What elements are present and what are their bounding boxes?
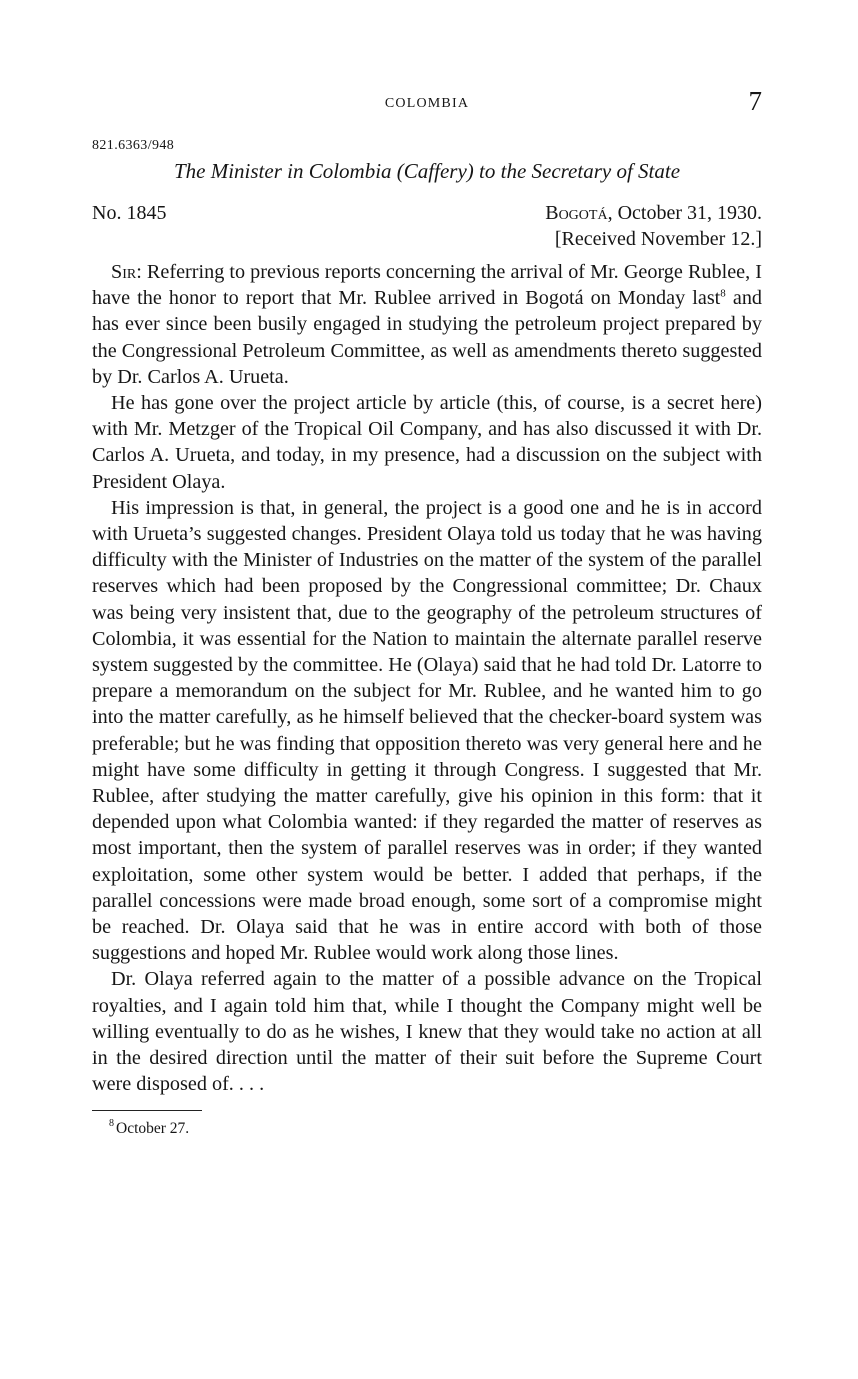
paragraph-2: He has gone over the project article by article (this, of course, is a secret here) with Mr. Metzger of the Tropical Oil Company, and has also discussed it with Dr. Carlos A. Urueta, and today, in my presence, had a discussion on the subject with President Olaya. xyxy=(92,392,762,493)
document-page xyxy=(92,84,762,1138)
date-line xyxy=(545,200,762,226)
footnote xyxy=(92,1120,762,1138)
document-title: The Minister in Colombia (Caffery) to the Secretary of State xyxy=(173,159,681,183)
letter-body xyxy=(92,259,762,1098)
date-place: Bogotá, xyxy=(545,202,613,224)
footnote-divider xyxy=(92,1110,202,1111)
dateline xyxy=(545,200,762,252)
footnote-reference[interactable]: 8 xyxy=(720,287,726,300)
received-date: [Received November 12.] xyxy=(554,228,762,250)
page-number: 7 xyxy=(748,86,762,116)
document-meta xyxy=(92,200,762,258)
paragraph-1-text-a: : Referring to previous reports concerning the arrival of Mr. George Rublee, I have the honor to report that Mr. Rublee arrived in Bogotá on Monday last xyxy=(92,261,762,310)
salutation: Sir xyxy=(111,261,137,283)
running-title: COLOMBIA xyxy=(384,96,470,111)
footnote-mark: 8 xyxy=(109,1118,114,1130)
date: October 31, 1930. xyxy=(617,202,762,224)
paragraph-4: Dr. Olaya referred again to the matter of a possible advance on the Tropical royalties, and I again told him that, while I thought the Company might well be willing eventually to do as he wishes, I knew that they would take no action at all in the desired direction until the matter of their suit before the Supreme Court were disposed of. . . . xyxy=(92,968,762,1096)
footnote-text: October 27. xyxy=(116,1119,190,1137)
document-number: No. 1845 xyxy=(92,202,167,224)
running-header xyxy=(92,84,762,124)
paragraph-1-text-b: and has ever since been busily engaged in studying the petroleum project prepared by the Congressional Petroleum Committee, as well as amendments thereto suggested by Dr. Carlos A. Urueta. xyxy=(92,287,763,388)
file-number: 821.6363/948 xyxy=(92,138,175,153)
paragraph-1 xyxy=(92,259,762,390)
paragraph-3: His impression is that, in general, the project is a good one and he is in accord with Urueta’s suggested changes. President Olaya told us today that he was having difficulty with the Minister of Industries on the matter of the system of the parallel reserves which had been proposed by the Congressional committee; Dr. Chaux was being very insistent that, due to the geography of the petroleum structures of Colombia, it was essential for the Nation to maintain the alternate parallel reserve system suggested by the committee. He (Olaya) said that he had told Dr. Latorre to prepare a memorandum on the subject for Mr. Rublee, and he wanted him to go into the matter carefully, as he himself believed that the checker-board system was preferable; but he was finding that opposition thereto was very general here and he might have some difficulty in getting it through Congress. I suggested that Mr. Rublee, after studying the matter carefully, give his opinion in this form: that it depended upon what Colombia wanted: if they regarded the matter of reserves as most important, then the system of parallel reserves was in order; if they wanted exploitation, some other system would be better. I added that perhaps, if the parallel concessions were made broad enough, some sort of a compromise might be reached. Dr. Olaya said that he was in entire accord with both of those suggestions and hoped Mr. Rublee would work along those lines. xyxy=(92,496,762,965)
